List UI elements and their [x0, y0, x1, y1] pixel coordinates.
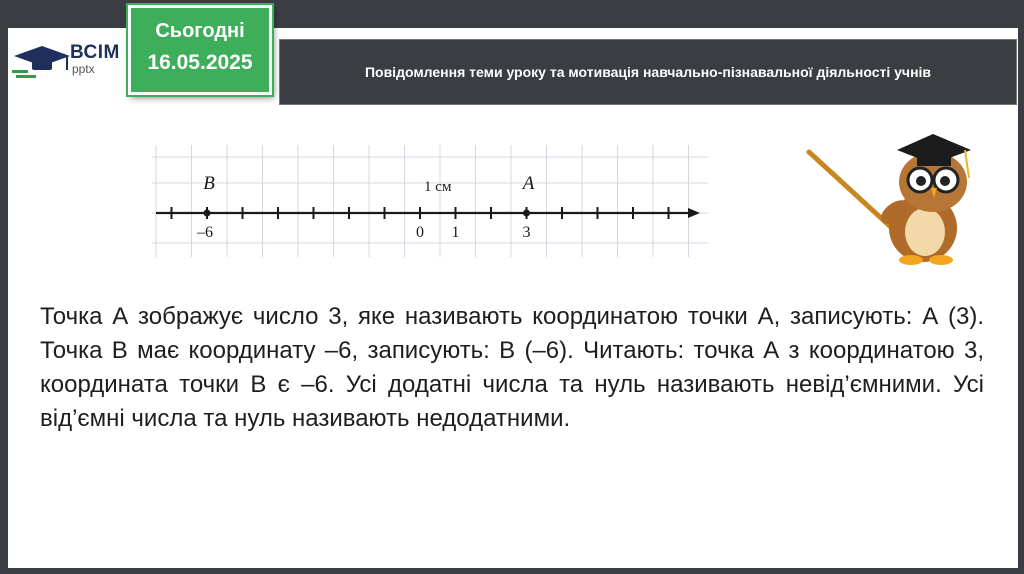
date-value: 16.05.2025	[147, 51, 253, 74]
main-paragraph: Точка А зображує число 3, яке називають координатою точки А, записують: А (3). Точка В має координату –6, записують: В (–6). Читають: точка А з координатою 3, координата точки В є –6. Усі додатні числа та нуль називають невід’ємними. Усі від’ємні числа та нуль називають недодатними.	[40, 303, 984, 432]
tick-label-3: 3	[522, 224, 531, 241]
tick-label-1: 1	[451, 224, 460, 241]
tick-label-minus-6: –6	[197, 224, 213, 241]
owl-teacher-icon	[805, 120, 980, 270]
point-b-label: B	[203, 173, 215, 194]
date-card	[128, 5, 272, 95]
point-b-dot	[204, 210, 211, 217]
unit-label: 1 см	[424, 179, 452, 195]
number-line-grid	[152, 145, 708, 257]
number-line	[152, 145, 712, 260]
logo-sub: pptx	[72, 62, 95, 76]
axis-arrow-icon	[688, 208, 700, 218]
today-label: Сьогодні	[155, 20, 245, 42]
topic-banner	[280, 40, 1016, 104]
point-a-dot	[523, 210, 530, 217]
tick-label-0: 0	[416, 224, 424, 241]
logo-brand: ВСІМ	[70, 42, 120, 63]
topic-title: Повідомлення теми уроку та мотивація навчально-пізнавальної діяльності учнів	[364, 64, 932, 80]
slide-panel	[8, 28, 1018, 568]
point-a-label: A	[522, 173, 535, 194]
